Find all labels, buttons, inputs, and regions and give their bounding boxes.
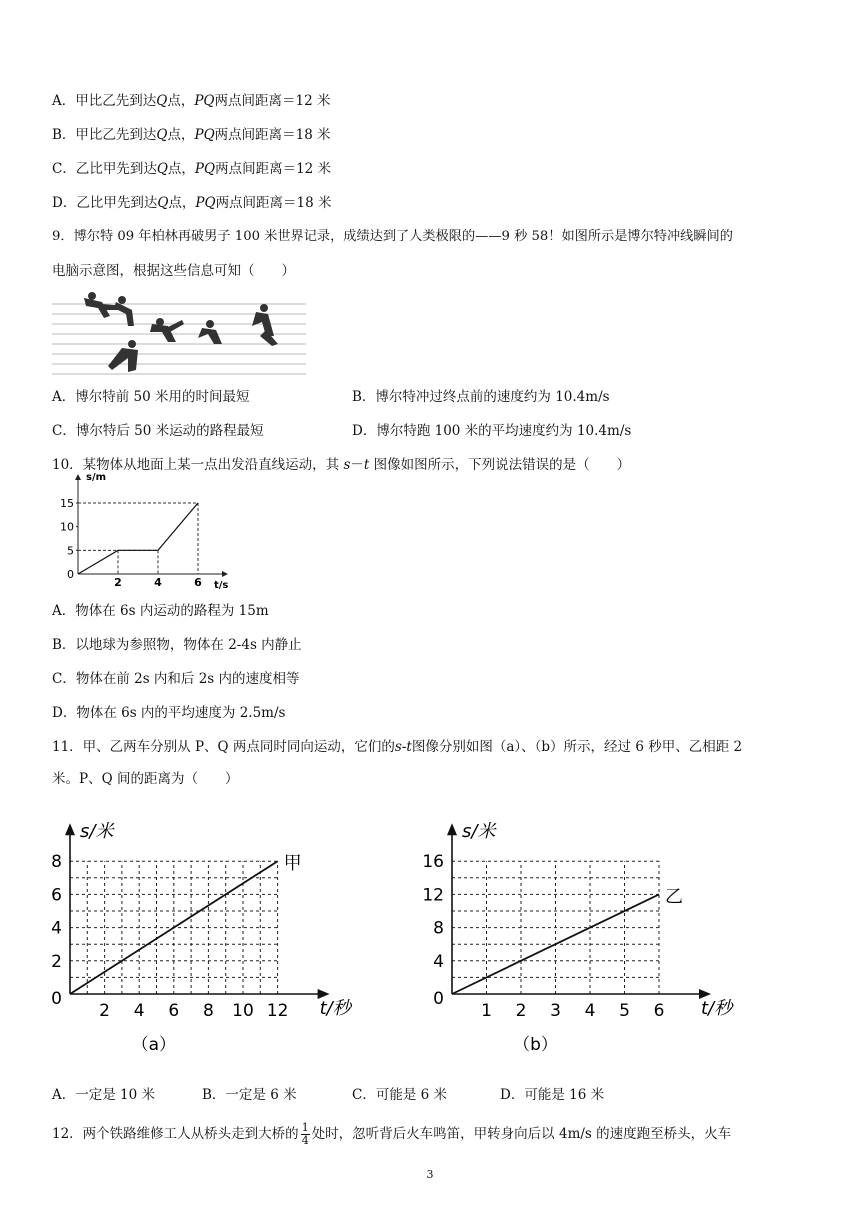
y-tick-label: 0 bbox=[67, 568, 74, 581]
y-axis-arrow bbox=[447, 823, 457, 835]
q8-option-a: A．甲比乙先到达Q点，PQ两点间距离＝12 米 bbox=[52, 93, 331, 109]
q10-option-a: A．物体在 6s 内运动的路程为 15m bbox=[52, 603, 269, 619]
q10-option-b: B．以地球为参照物，物体在 2-4s 内静止 bbox=[52, 637, 302, 653]
x-tick-label: 2 bbox=[114, 576, 122, 589]
q10-option-c: C．物体在前 2s 内和后 2s 内的速度相等 bbox=[52, 671, 300, 687]
q11-option-a: A．一定是 10 米 bbox=[52, 1087, 156, 1103]
q8-option-d: D．乙比甲先到达Q点，PQ两点间距离＝18 米 bbox=[52, 195, 332, 211]
q9-option-c: C．博尔特后 50 米运动的路程最短 bbox=[52, 423, 264, 439]
y-tick-label: 4 bbox=[433, 951, 444, 972]
q11-chart-b bbox=[420, 796, 750, 1055]
q12-stem: 12．两个铁路维修工人从桥头走到大桥的 $\frac{1}{4}$ 处时，忽听背后火车鸣笛，甲转身向后以 4m/s 的速度跑至桥头，火车 bbox=[52, 1121, 732, 1147]
st-line bbox=[78, 503, 198, 574]
y-axis-label: s/米 bbox=[80, 821, 114, 843]
x-tick-label: 6 bbox=[653, 1001, 665, 1021]
y-tick-label: 8 bbox=[51, 852, 62, 873]
y-tick-label: 6 bbox=[51, 885, 62, 906]
origin-label: 0 bbox=[51, 989, 62, 1009]
series-label: 甲 bbox=[283, 853, 302, 875]
q9-option-b: B．博尔特冲过终点前的速度约为 10.4m/s bbox=[352, 389, 610, 405]
x-tick-label: 10 bbox=[232, 1001, 254, 1021]
page-number: 3 bbox=[426, 1168, 434, 1181]
q10-option-d: D．物体在 6s 内的平均速度为 2.5m/s bbox=[52, 705, 286, 721]
x-tick-label: 6 bbox=[194, 576, 202, 589]
q8-option-c: C．乙比甲先到达Q点，PQ两点间距离＝12 米 bbox=[52, 161, 332, 177]
x-axis-label: t/秒 bbox=[701, 998, 733, 1019]
y-axis-arrow bbox=[75, 474, 81, 480]
chart-caption: （b） bbox=[513, 1035, 558, 1055]
x-axis-label: t/秒 bbox=[319, 998, 351, 1019]
x-tick-label: 4 bbox=[133, 1001, 145, 1021]
x-tick-label: 6 bbox=[168, 1001, 180, 1021]
q9-stem-line2: 电脑示意图，根据这些信息可知（ ） bbox=[52, 263, 295, 279]
q11-option-b: B．一定是 6 米 bbox=[202, 1087, 297, 1103]
x-tick-label: 8 bbox=[202, 1001, 214, 1021]
y-tick-label: 2 bbox=[51, 951, 62, 972]
q11-chart-a bbox=[48, 796, 368, 1055]
q11-stem-line2: 米。P、Q 间的距离为（ ） bbox=[52, 771, 239, 787]
x-tick-label: 3 bbox=[550, 1001, 561, 1021]
chart-caption: （a） bbox=[131, 1035, 177, 1055]
x-tick-label: 1 bbox=[481, 1001, 492, 1021]
q9-stem-line1: 9．博尔特 09 年柏林再破男子 100 米世界记录，成绩达到了人类极限的——9 秒 58！如图所示是博尔特冲线瞬间的 bbox=[52, 229, 733, 244]
x-axis-label: t/s bbox=[214, 580, 229, 591]
y-axis-label: s/米 bbox=[462, 821, 496, 843]
y-tick-label: 8 bbox=[433, 918, 444, 939]
y-axis-label: s/m bbox=[86, 472, 107, 483]
q9-option-a: A．博尔特前 50 米用的时间最短 bbox=[52, 389, 250, 405]
y-tick-label: 5 bbox=[67, 544, 74, 558]
series-label: 乙 bbox=[665, 886, 683, 908]
x-tick-label: 2 bbox=[515, 1001, 527, 1021]
y-axis-arrow bbox=[65, 823, 75, 835]
q11-option-c: C．可能是 6 米 bbox=[352, 1087, 448, 1103]
q8-option-b: B．甲比乙先到达Q点，PQ两点间距离＝18 米 bbox=[52, 127, 331, 143]
q11-stem-line1: 11．甲、乙两车分别从 P、Q 两点同时同向运动，它们的s-t图像分别如图（a）、（b）所示，经过 6 秒甲、乙相距 2 bbox=[52, 739, 743, 755]
q9-sprinters-figure bbox=[52, 290, 306, 380]
y-tick-label: 12 bbox=[422, 885, 444, 906]
origin-label: 0 bbox=[433, 989, 444, 1009]
y-tick-label: 16 bbox=[422, 852, 444, 873]
y-tick-label: 10 bbox=[60, 520, 74, 534]
q10-stem: 10．某物体从地面上某一点出发沿直线运动，其 s－t 图像如图所示，下列说法错误的是（ ） bbox=[52, 457, 631, 473]
x-tick-label: 4 bbox=[154, 576, 162, 589]
q9-option-d: D．博尔特跑 100 米的平均速度约为 10.4m/s bbox=[352, 423, 632, 439]
y-tick-label: 15 bbox=[60, 496, 74, 510]
x-tick-label: 4 bbox=[584, 1001, 596, 1021]
x-tick-label: 5 bbox=[619, 1001, 630, 1021]
q11-option-d: D．可能是 16 米 bbox=[500, 1087, 605, 1103]
fraction-one-quarter: $\frac{1}{4}$ bbox=[301, 1121, 309, 1147]
x-axis-arrow bbox=[222, 571, 228, 577]
x-tick-label: 2 bbox=[99, 1001, 111, 1021]
q10-st-chart bbox=[56, 472, 236, 591]
y-tick-label: 4 bbox=[51, 918, 62, 939]
x-tick-label: 12 bbox=[266, 1001, 289, 1021]
